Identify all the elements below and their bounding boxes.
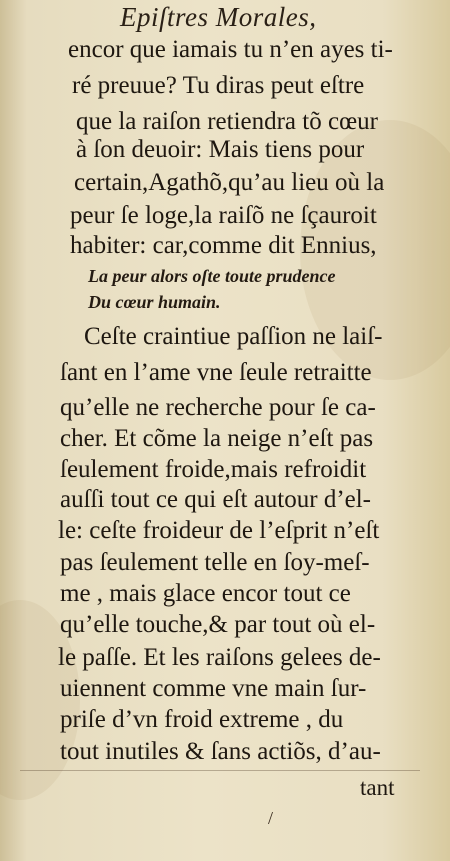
text-line: tout inutiles & ſans actiõs, d’au- bbox=[60, 738, 381, 765]
text-line: que la raiſon retiendra tõ cœur bbox=[76, 108, 378, 135]
text-line: qu’elle ne recherche pour ſe ca- bbox=[60, 394, 376, 421]
signature-mark: / bbox=[268, 808, 274, 828]
plate-mark bbox=[20, 770, 420, 771]
verse-line: La peur alors oſte toute prudence bbox=[88, 266, 336, 286]
text-line: Ceſte craintiue paſſion ne laiſ- bbox=[84, 323, 383, 350]
text-line: peur ſe loge,la raiſõ ne ſçauroit bbox=[70, 202, 377, 229]
text-line: le paſſe. Et les raiſons gelees de- bbox=[58, 644, 381, 671]
text-line: ſeulement froide,mais refroidit bbox=[60, 456, 367, 483]
text-line: cher. Et cõme la neige n’eſt pas bbox=[60, 425, 374, 452]
text-line: à ſon deuoir: Mais tiens pour bbox=[76, 136, 365, 163]
running-head: Epiſtres Morales, bbox=[120, 2, 317, 32]
verse-line: Du cœur humain. bbox=[88, 292, 221, 312]
text-line: ré preuue? Tu diras peut eſtre bbox=[72, 72, 365, 99]
text-line: me , mais glace encor tout ce bbox=[60, 580, 351, 607]
text-line: ſant en l’ame vne ſeule retraitte bbox=[60, 359, 372, 386]
text-line: certain,Agathõ,qu’au lieu où la bbox=[74, 169, 385, 196]
text-line: encor que iamais tu n’en ayes ti- bbox=[68, 36, 393, 63]
text-line: auſſi tout ce qui eſt autour d’el- bbox=[60, 486, 372, 513]
text-line: uiennent comme vne main ſur- bbox=[60, 675, 367, 702]
text-line: priſe d’vn froid extreme , du bbox=[60, 706, 344, 733]
text-line: habiter: car,comme dit Ennius, bbox=[70, 232, 377, 259]
text-line: qu’elle touche,& par tout où el- bbox=[60, 611, 376, 638]
catchword: tant bbox=[360, 775, 395, 800]
text-line: le: ceſte froideur de l’eſprit n’eſt bbox=[58, 517, 380, 544]
text-line: pas ſeulement telle en ſoy-meſ- bbox=[60, 549, 370, 576]
